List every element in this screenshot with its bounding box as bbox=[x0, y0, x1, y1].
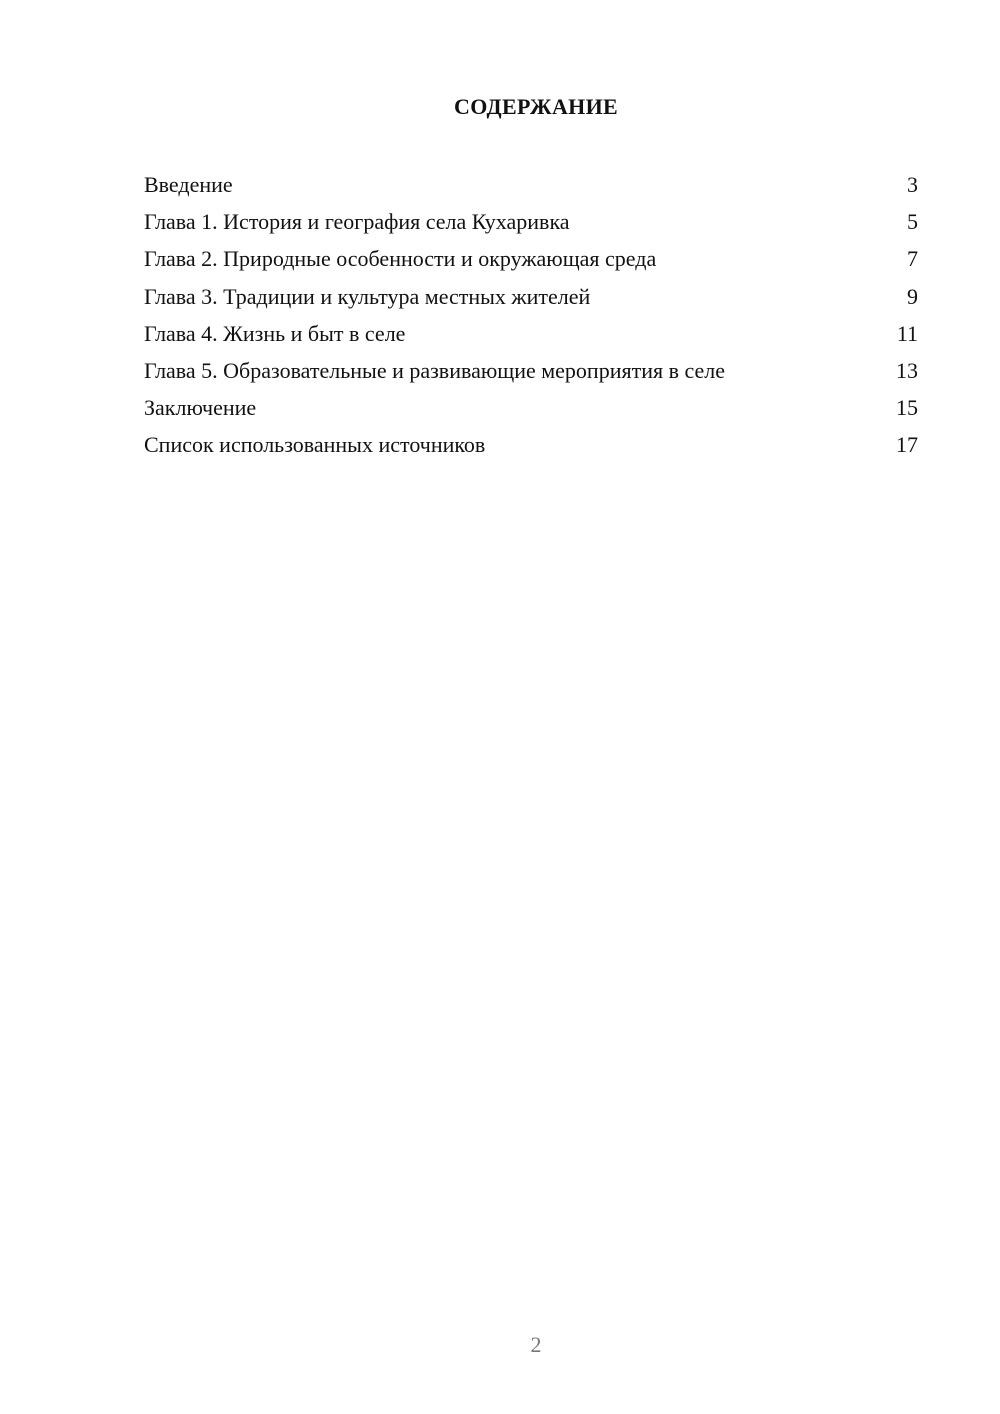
toc-entry-label: Заключение bbox=[144, 395, 257, 421]
toc-entry-page: 3 bbox=[907, 172, 918, 197]
toc-entry-page: 17 bbox=[896, 432, 918, 458]
table-of-contents bbox=[144, 168, 918, 466]
toc-entry bbox=[144, 280, 918, 317]
toc-entry bbox=[144, 168, 918, 205]
toc-entry bbox=[144, 205, 918, 242]
toc-entry bbox=[144, 428, 918, 465]
toc-entry bbox=[144, 317, 918, 354]
toc-entry-label: Глава 4. Жизнь и быт в селе bbox=[144, 320, 406, 346]
toc-entry-page: 9 bbox=[907, 283, 918, 309]
toc-entry-label: Глава 1. История и география села Кухаривка bbox=[144, 209, 570, 235]
toc-entry-page: 7 bbox=[907, 246, 918, 272]
toc-entry-label: Глава 5. Образовательные и развивающие мероприятия в селе bbox=[144, 357, 726, 383]
toc-entry-label: Глава 3. Традиции и культура местных жителей bbox=[144, 283, 591, 309]
page-number: 2 bbox=[530, 1332, 542, 1357]
toc-entry bbox=[144, 391, 918, 428]
toc-entry bbox=[144, 242, 918, 279]
toc-entry-page: 5 bbox=[907, 209, 918, 235]
toc-entry-page: 11 bbox=[896, 320, 918, 346]
toc-entry bbox=[144, 354, 918, 391]
toc-entry-label: Введение bbox=[144, 172, 233, 197]
toc-entry-page: 15 bbox=[896, 395, 918, 421]
page-title: СОДЕРЖАНИЕ bbox=[454, 94, 618, 119]
toc-entry-label: Список использованных источников bbox=[144, 432, 486, 458]
toc-entry-page: 13 bbox=[896, 357, 918, 383]
toc-entry-label: Глава 2. Природные особенности и окружающая среда bbox=[144, 246, 657, 272]
